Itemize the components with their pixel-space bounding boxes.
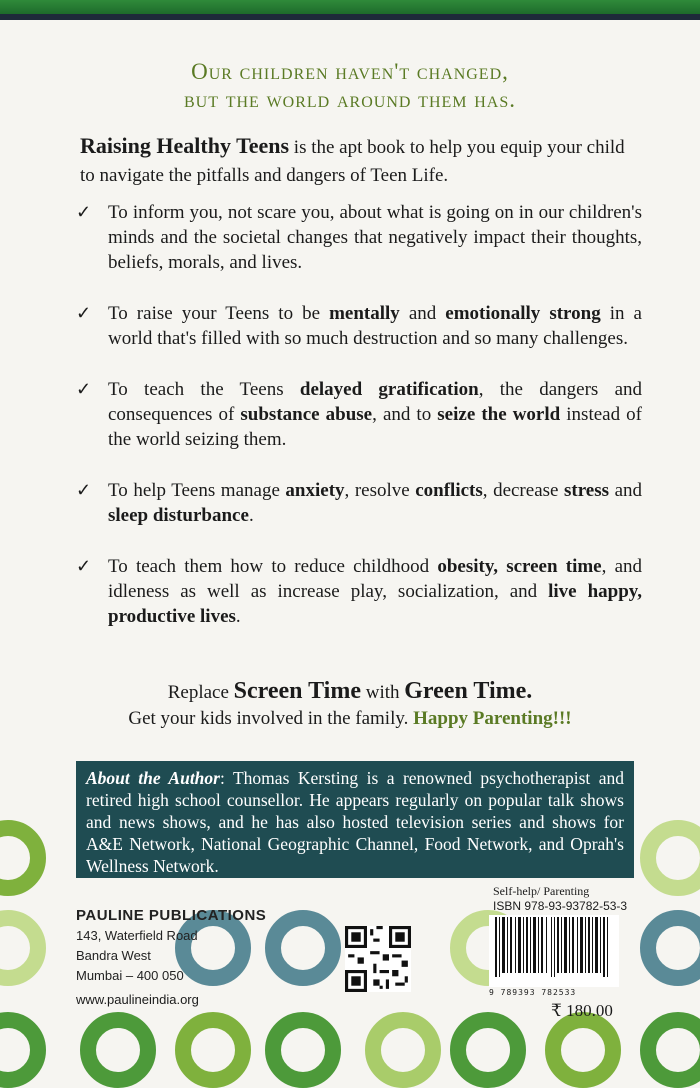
bullet-text: To inform you, not scare you, about what is going on in our children's minds and the societal changes that negatively impact their thoughts, beliefs, morals, and lives. [108, 202, 642, 273]
green-time: Green Time. [404, 678, 533, 704]
check-icon: ✓ [76, 480, 92, 500]
bullet-text: and [399, 303, 446, 324]
check-icon: ✓ [76, 556, 92, 576]
publisher-block [76, 906, 266, 986]
replace-pre: Replace [167, 682, 234, 703]
bullet-text: To teach the Teens [108, 379, 300, 400]
kids-line [0, 706, 700, 732]
top-green-band [0, 0, 700, 14]
barcode-digits: 9 789393 782533 [489, 988, 577, 997]
check-icon: ✓ [76, 303, 92, 323]
top-dark-band [0, 14, 700, 20]
bullet-item [76, 301, 642, 351]
ring-decoration [80, 1012, 156, 1088]
ring-decoration [0, 1012, 46, 1088]
replace-line [0, 676, 700, 708]
bullet-emphasis: seize the world [437, 404, 561, 425]
bullet-text: and [609, 480, 643, 501]
tagline-line-2: but the world around them has. [183, 87, 517, 112]
bullet-text: To help Teens manage [108, 480, 286, 501]
ring-decoration [0, 910, 46, 986]
price-label: ₹ 180.00 [551, 1001, 613, 1020]
bullet-text: , decrease [482, 480, 564, 501]
publisher-url: www.paulineindia.org [76, 992, 199, 1007]
barcode [489, 915, 619, 997]
intro-text: is the apt book to help you equip your child to navigate the pitfalls and dangers of Teen Life. [80, 137, 625, 186]
check-icon: ✓ [76, 202, 92, 222]
about-author-box [76, 761, 634, 878]
publisher-address-2: Bandra West [76, 948, 151, 963]
bullet-text: To teach them how to reduce childhood [108, 556, 438, 577]
bullet-emphasis: substance abuse [240, 404, 373, 425]
ring-decoration [640, 820, 700, 896]
bullet-emphasis: anxiety [285, 480, 345, 501]
bullet-emphasis: emotionally strong [445, 303, 601, 324]
about-author-text: : Thomas Kersting is a renowned psychotherapist and retired high school counsellor. He appears regularly on popular talk shows and news shows, and he has also hosted television series and shows for A&E Network, National Geographic Channel, Food Network, and Oprah's Wellness Network. [86, 768, 624, 876]
bullet-text: . [235, 606, 241, 627]
bullet-item [76, 200, 642, 275]
bullet-text: . [248, 505, 254, 526]
bullet-text: instead of the world seizing them. [108, 404, 642, 450]
tagline-line-1: Our children haven't changed, [191, 59, 509, 84]
bullet-text: To raise your Teens to be [108, 303, 330, 324]
bullet-emphasis: delayed gratification [299, 379, 479, 400]
tagline [0, 58, 700, 114]
bullet-text: , and to [372, 404, 438, 425]
bullet-emphasis: sleep disturbance [108, 505, 249, 526]
bullet-emphasis: live happy, productive lives [108, 581, 642, 627]
publisher-address-1: 143, Waterfield Road [76, 928, 198, 943]
screen-time: Screen Time [233, 678, 361, 704]
ring-decoration [365, 1012, 441, 1088]
publisher-address-3: Mumbai – 400 050 [76, 968, 184, 983]
ring-decoration [265, 1012, 341, 1088]
intro-paragraph [80, 132, 640, 190]
bullet-emphasis: conflicts [415, 480, 483, 501]
about-author-label: About the Author [86, 768, 220, 788]
book-title: Raising Healthy Teens [80, 133, 290, 158]
ring-decoration [265, 910, 341, 986]
barcode-bars [489, 915, 619, 977]
kids-text: Get your kids involved in the family. [128, 708, 414, 729]
isbn-label: ISBN 978-93-93782-53-3 [493, 899, 628, 913]
ring-decoration [545, 1012, 621, 1088]
bullet-text: in a world that's filled with so much destruction and so many challenges. [108, 303, 642, 349]
bullet-text: , and idleness as well as increase play, socialization, and [108, 556, 643, 602]
ring-decoration [640, 910, 700, 986]
barcode-area [483, 884, 633, 1021]
qr-code [345, 926, 411, 992]
category-label: Self-help/ Parenting [493, 884, 590, 898]
bullet-text: , resolve [344, 480, 416, 501]
happy-parenting: Happy Parenting!!! [413, 708, 572, 729]
bullet-emphasis: obesity, screen time [437, 556, 602, 577]
bullet-item [76, 377, 642, 452]
bullet-item [76, 554, 642, 629]
replace-mid: with [360, 682, 405, 703]
ring-decoration [450, 1012, 526, 1088]
ring-decoration [175, 1012, 251, 1088]
bullet-emphasis: stress [564, 480, 610, 501]
ring-decoration [0, 820, 46, 896]
ring-decoration [640, 1012, 700, 1088]
check-icon: ✓ [76, 379, 92, 399]
publisher-name: PAULINE PUBLICATIONS [76, 907, 267, 924]
bullet-text: , the dangers and consequences of [108, 379, 643, 425]
bullet-list [76, 200, 642, 655]
bullet-emphasis: mentally [329, 303, 400, 324]
bullet-item [76, 478, 642, 528]
